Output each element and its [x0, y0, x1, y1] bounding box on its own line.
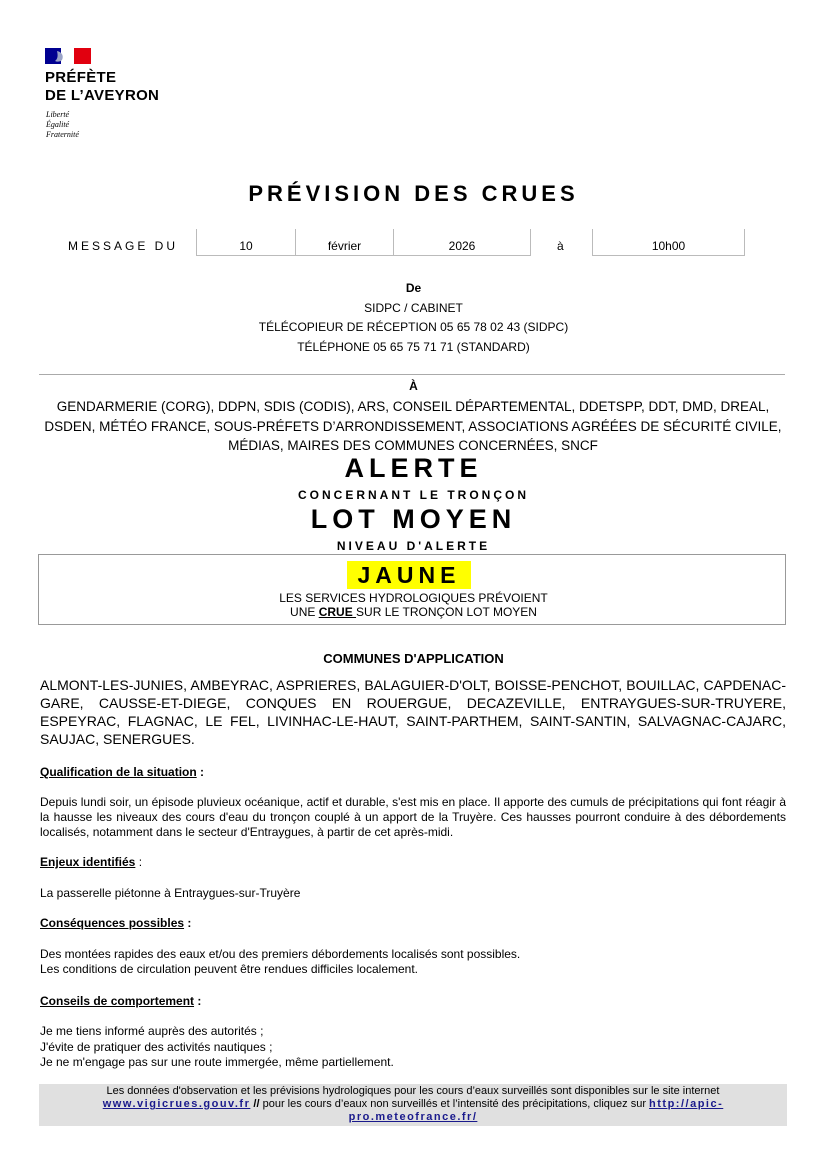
message-label: MESSAGE DU — [68, 239, 179, 253]
qualification-text: Depuis lundi soir, un épisode pluvieux océanique, actif et durable, s'est mis en place. Il apporte des cumuls de précipitations qui font réagir à la hausse les niveaux des cours d'eau du tronçon couplé à un apport de la Truyère. Ces hausses pourront conduire à des débordements localisés, notamment dans le secteur d'Entraygues, à partir de cet après-midi. — [40, 795, 786, 839]
motto-liberte: Liberté — [46, 110, 70, 119]
alert-level-label: NIVEAU D'ALERTE — [336, 539, 491, 553]
footer-line2 — [39, 1098, 787, 1111]
consequences-title-suffix: : — [184, 916, 192, 930]
qualification-title-suffix: : — [196, 765, 205, 779]
motto-fraternite: Fraternité — [46, 130, 79, 139]
conseils-title — [40, 994, 201, 1008]
enjeux-title-suffix: : — [135, 855, 143, 869]
document-title: PRÉVISION DES CRUES — [248, 181, 579, 206]
prefecture-name-line2: DE L’AVEYRON — [45, 87, 160, 104]
alert-heading: ALERTE — [344, 453, 483, 483]
communes-title: COMMUNES D'APPLICATION — [323, 651, 504, 666]
footer-banner — [39, 1084, 787, 1126]
motto-egalite: Égalité — [46, 120, 70, 129]
consequences-line2: Les conditions de circulation peuvent être rendues difficiles localement. — [40, 962, 418, 976]
alert-desc-key: CRUE — [318, 605, 357, 619]
message-month: février — [295, 229, 394, 256]
from-label: De — [405, 281, 422, 295]
alert-desc-line2 — [0, 605, 827, 619]
apic-link-part2[interactable]: pro.meteofrance.fr/ — [348, 1111, 478, 1123]
conseils-title-text: Conseils de comportement — [40, 994, 195, 1008]
communes-list: ALMONT-LES-JUNIES, AMBEYRAC, ASPRIERES, BALAGUIER-D'OLT, BOISSE-PENCHOT, BOUILLAC, CAPDENAC-GARE, CAUSSE-ET-DIEGE, CONQUES EN ROUERGUE, DECAZEVILLE, ENTRAYGUES-SUR-TRUYERE, ESPEYRAC, FLAGNAC, LE FEL, LIVINHAC-LE-HAUT, SAINT-PARTHEM, SAINT-SANTIN, SALVAGNAC-CAJARC, SAUJAC, SENERGUES. — [40, 677, 786, 747]
conseils-line1: Je me tiens informé auprès des autorités ; — [40, 1024, 264, 1038]
enjeux-title-text: Enjeux identifiés — [40, 855, 136, 869]
marianne-flag-logo — [45, 48, 91, 64]
message-time: 10h00 — [592, 229, 745, 256]
recipients: GENDARMERIE (CORG), DDPN, SDIS (CODIS), ARS, CONSEIL DÉPARTEMENTAL, DDETSPP, DDT, DMD, DREAL, DSDEN, MÉTÉO FRANCE, SOUS-PRÉFETS D’ARRONDISSEMENT, ASSOCIATIONS AGRÉÉES DE SÉCURITÉ CIVILE, MÉDIAS, MAIRES DES COMMUNES CONCERNÉES, SNCF — [44, 399, 782, 453]
alert-concerning: CONCERNANT LE TRONÇON — [298, 488, 529, 502]
footer-line3 — [39, 1111, 787, 1124]
divider — [39, 374, 785, 375]
qualification-title-text: Qualification de la situation — [40, 765, 197, 779]
consequences-title-text: Conséquences possibles — [40, 916, 185, 930]
alert-desc-line1: LES SERVICES HYDROLOGIQUES PRÉVOIENT — [279, 591, 548, 605]
from-line-2: TÉLÉCOPIEUR DE RÉCEPTION 05 65 78 02 43 (SIDPC) — [258, 320, 569, 334]
vigicrues-link[interactable]: www.vigicrues.gouv.fr — [102, 1098, 251, 1110]
consequences-line1: Des montées rapides des eaux et/ou des premiers débordements localisés sont possibles. — [40, 947, 521, 961]
apic-link-part1[interactable]: http://apic- — [649, 1098, 724, 1110]
message-year: 2026 — [393, 229, 531, 256]
enjeux-text: La passerelle piétonne à Entraygues-sur-Truyère — [40, 886, 301, 900]
conseils-line3: Je ne m'engage pas sur une route immergée, même partiellement. — [40, 1055, 394, 1069]
alert-section: LOT MOYEN — [310, 504, 517, 534]
from-line-3: TÉLÉPHONE 05 65 75 71 71 (STANDARD) — [297, 340, 530, 354]
message-at: à — [557, 239, 564, 253]
footer-line1: Les données d'observation et les prévisions hydrologiques pour les cours d’eaux surveillés sont disponibles sur le site internet — [106, 1085, 720, 1097]
from-line-1: SIDPC / CABINET — [364, 301, 463, 315]
prefecture-name-line1: PRÉFÈTE — [45, 69, 117, 86]
conseils-line2: J'évite de pratiquer des activités nautiques ; — [40, 1040, 273, 1054]
message-day: 10 — [196, 229, 296, 256]
enjeux-title — [40, 855, 142, 869]
alert-desc-pre: UNE — [290, 605, 319, 619]
consequences-title — [40, 916, 191, 930]
to-label: À — [409, 379, 418, 393]
conseils-title-suffix: : — [194, 994, 202, 1008]
footer-middle-text: pour les cours d’eaux non surveillés et l’intensité des précipitations, cliquez sur — [262, 1098, 650, 1110]
footer-separator: // — [253, 1098, 260, 1110]
alert-level-badge: JAUNE — [347, 561, 471, 589]
alert-desc-post: SUR LE TRONÇON LOT MOYEN — [356, 605, 537, 619]
qualification-title — [40, 765, 204, 779]
